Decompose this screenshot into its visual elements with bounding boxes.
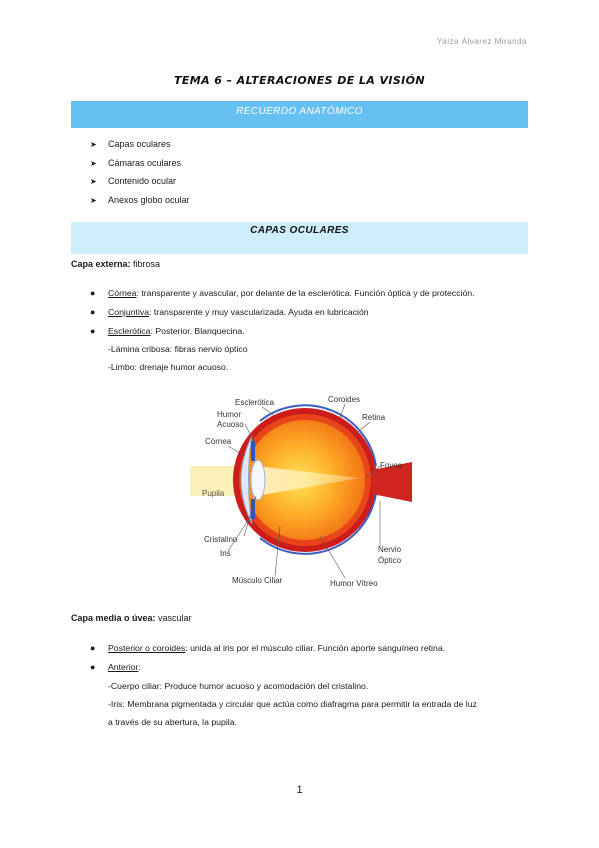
label-cristalino: Cristalino — [204, 535, 238, 544]
section-heading-recuerdo: RECUERDO ANATÓMICO — [71, 101, 528, 128]
label-cornea: Córnea — [205, 437, 232, 446]
label-pupila: Pupila — [202, 489, 225, 498]
label-iris: Iris — [220, 549, 231, 558]
subitem-lamina: -Lámina cribosa: fibras nervio óptico — [108, 344, 248, 354]
list-item: ● Esclerótica: Posterior. Blanquecina. — [90, 326, 245, 336]
arrow-bullet-icon: ➤ — [90, 196, 97, 206]
label-fovea: Fovea — [380, 461, 403, 470]
label-acuoso: Acuoso — [217, 420, 244, 429]
list-item: ➤ Anexos globo ocular — [90, 193, 190, 212]
list-item: ● Conjuntiva: transparente y muy vascularizada. Ayuda en lubricación — [90, 307, 369, 317]
list-item: ● Anterior: — [90, 662, 141, 672]
label-esclerotica: Esclerótica — [235, 398, 275, 407]
bullet-icon: ● — [90, 307, 96, 317]
document-title: TEMA 6 – ALTERACIONES DE LA VISIÓN — [173, 74, 426, 87]
label-humor: Humor — [217, 410, 242, 419]
arrow-bullet-icon: ➤ — [90, 177, 97, 187]
label-retina: Retina — [362, 413, 386, 422]
recuerdo-list — [90, 137, 190, 212]
list-item: ● Posterior o coroides: unida al iris por el músculo ciliar. Función aporte sanguíneo retina. — [90, 643, 446, 653]
list-item: ➤ Contenido ocular — [90, 174, 190, 193]
list-item: ➤ Cámaras oculares — [90, 156, 190, 175]
bullet-icon: ● — [90, 326, 96, 336]
label-humor-vitreo: Humor Vítreo — [330, 579, 378, 588]
capa-externa-label: Capa externa: fibrosa — [71, 259, 161, 269]
section-heading-capas: CAPAS OCULARES — [71, 222, 528, 254]
capa-media-label: Capa media o úvea: vascular — [71, 613, 192, 623]
subitem-limbo: -Limbo: drenaje humor acuoso. — [108, 362, 229, 372]
subitem-iris-cont: a través de su abertura, la pupila. — [108, 717, 237, 727]
capa-media-list — [90, 642, 445, 673]
label-nervio: Nervio — [378, 545, 402, 554]
list-item: ● Córnea: transparente y avascular, por delante de la esclerótica. Función óptica y de protección. — [90, 288, 475, 298]
bullet-icon: ● — [90, 288, 96, 298]
lens-shape — [251, 460, 265, 500]
label-musculo-ciliar: Músculo Ciliar — [232, 576, 283, 585]
label-optico: Óptico — [378, 556, 402, 565]
subitem-iris: -Iris: Membrana pigmentada y circular que actúa como diafragma para permitir la entrada de luz — [108, 699, 477, 709]
list-item: ➤ Capas oculares — [90, 137, 190, 156]
label-coroides: Coroides — [328, 395, 361, 404]
eye-anatomy-diagram — [190, 386, 412, 594]
author-name: Yaiza Álvarez Miranda — [437, 37, 527, 46]
bullet-icon: ● — [90, 662, 96, 672]
capa-externa-list — [90, 287, 475, 337]
arrow-bullet-icon: ➤ — [90, 158, 97, 168]
iris-shape — [251, 441, 255, 461]
subitem-cuerpo-ciliar: -Cuerpo ciliar: Produce humor acuoso y acomodación del cristalino. — [108, 681, 369, 691]
bullet-icon: ● — [90, 643, 96, 653]
arrow-bullet-icon: ➤ — [90, 140, 97, 149]
page-number: 1 — [296, 784, 303, 796]
